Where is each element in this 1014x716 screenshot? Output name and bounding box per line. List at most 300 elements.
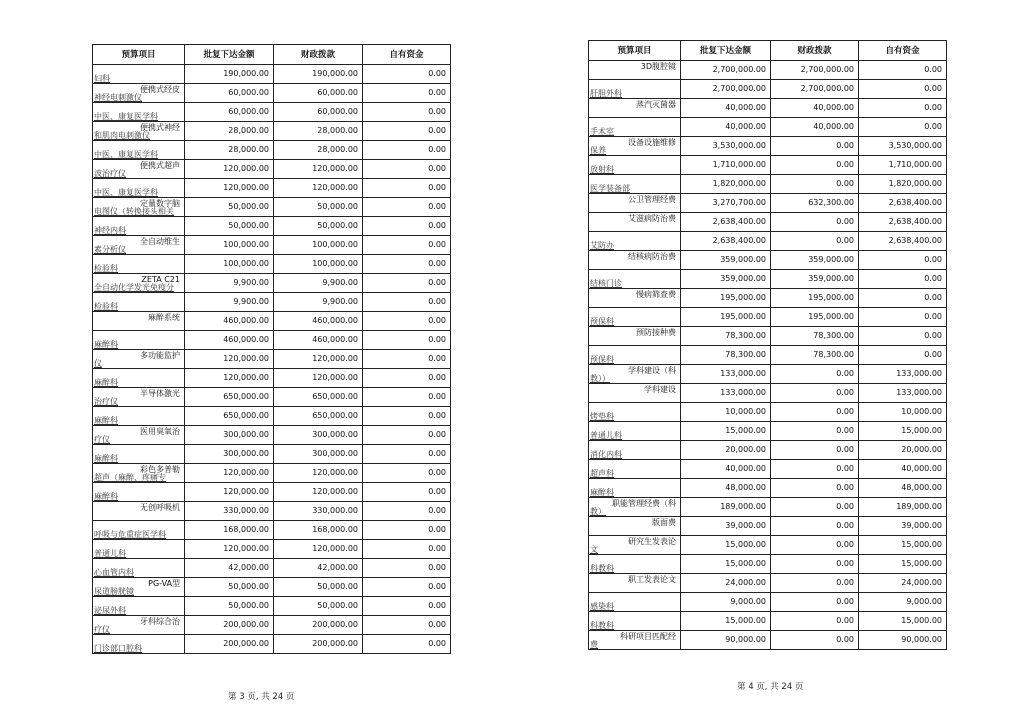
fiscal-allocation-cell: 120,000.00 [274,350,363,369]
own-funds-cell: 0.00 [859,118,947,137]
budget-item-cell [589,555,681,574]
budget-item-cell [93,483,185,502]
table-row [589,441,947,460]
own-funds-cell: 0.00 [363,141,451,160]
approved-amount-cell: 120,000.00 [185,179,274,198]
own-funds-cell: 20,000.00 [859,441,947,460]
approved-amount-cell: 28,000.00 [185,141,274,160]
item-name: 全自动维生 [140,237,180,246]
budget-item-cell [589,460,681,479]
table-row [93,559,451,578]
department-name: 文 [590,545,598,554]
budget-item-cell [93,597,185,616]
approved-amount-cell: 100,000.00 [185,236,274,255]
item-name: 彩色多普勒 [140,465,180,474]
table-row [589,574,947,593]
fiscal-allocation-cell: 78,300.00 [771,346,859,365]
table-row [93,350,451,369]
department-name: 消化内科 [590,450,622,459]
own-funds-cell: 0.00 [363,502,451,521]
item-name: 学科建设（科 [628,366,676,375]
approved-amount-cell: 3,270,700.00 [681,194,771,213]
fiscal-allocation-cell: 120,000.00 [274,464,363,483]
department-name: 呼吸与危重症医学科 [94,530,166,539]
fiscal-allocation-cell: 359,000.00 [771,270,859,289]
item-name: 多功能监护 [140,351,180,360]
fiscal-allocation-cell: 2,700,000.00 [771,80,859,99]
table-row [589,270,947,289]
fiscal-allocation-cell: 40,000.00 [771,118,859,137]
own-funds-cell: 0.00 [363,331,451,350]
table-row [589,289,947,308]
table-row [93,65,451,84]
own-funds-cell: 0.00 [859,327,947,346]
budget-item-cell [589,403,681,422]
department-name: 妇科 [94,74,110,83]
own-funds-cell: 48,000.00 [859,479,947,498]
fiscal-allocation-cell: 0.00 [771,517,859,536]
department-name: 心血管内科 [94,568,134,577]
page-number-footer: 第 4 页, 共 24 页 [737,682,804,692]
item-name: 结核病防治费 [628,252,676,261]
table-row [589,99,947,118]
department-name: 麻醉科 [94,416,118,425]
budget-item-cell [93,388,185,407]
approved-amount-cell: 40,000.00 [681,118,771,137]
fiscal-allocation-cell: 0.00 [771,137,859,156]
approved-amount-cell: 650,000.00 [185,407,274,426]
item-name: 设备设施维修 [628,138,676,147]
fiscal-allocation-cell: 50,000.00 [274,198,363,217]
own-funds-cell: 15,000.00 [859,536,947,555]
department-name: 教） [590,507,606,516]
own-funds-cell: 0.00 [363,274,451,293]
own-funds-cell: 2,638,400.00 [859,213,947,232]
item-name: 3D腹腔镜 [640,62,676,71]
item-name: 便携式神经 [140,123,180,132]
fiscal-allocation-cell: 120,000.00 [274,179,363,198]
approved-amount-cell: 120,000.00 [185,160,274,179]
table-row [589,346,947,365]
fiscal-allocation-cell: 0.00 [771,574,859,593]
table-row [589,194,947,213]
approved-amount-cell: 100,000.00 [185,255,274,274]
table-row [93,578,451,597]
budget-item-cell [93,198,185,217]
header-fiscal-allocation: 财政拨款 [274,45,363,65]
approved-amount-cell: 460,000.00 [185,312,274,331]
budget-table-page-3 [92,44,451,654]
department-name: 中医、康复医学科 [94,112,158,121]
table-body [589,61,947,650]
table-row [93,84,451,103]
own-funds-cell: 0.00 [363,198,451,217]
table-row [93,426,451,445]
own-funds-cell: 189,000.00 [859,498,947,517]
own-funds-cell: 0.00 [363,388,451,407]
own-funds-cell: 0.00 [363,616,451,635]
table-header-row [93,45,451,65]
department-name: 和肌肉电刺激仪 [94,131,150,140]
fiscal-allocation-cell: 460,000.00 [274,312,363,331]
budget-item-cell [93,635,185,654]
table-row [93,312,451,331]
department-name: 治疗仪 [94,397,118,406]
approved-amount-cell: 15,000.00 [681,536,771,555]
item-name: PG-VA型 [148,579,180,588]
item-name: 半导体激光 [140,389,180,398]
table-row [93,331,451,350]
table-row [93,483,451,502]
department-name: 结核门诊 [590,279,622,288]
budget-item-cell [93,312,185,331]
own-funds-cell: 0.00 [363,445,451,464]
approved-amount-cell: 460,000.00 [185,331,274,350]
budget-item-cell [589,308,681,327]
table-row [93,255,451,274]
table-row [589,251,947,270]
department-name: 超声（麻醉、疼痛专 [94,473,166,482]
own-funds-cell: 0.00 [363,635,451,654]
approved-amount-cell: 15,000.00 [681,612,771,631]
table-row [589,536,947,555]
table-row [589,80,947,99]
approved-amount-cell: 15,000.00 [681,422,771,441]
budget-item-cell [93,65,185,84]
fiscal-allocation-cell: 120,000.00 [274,540,363,559]
own-funds-cell: 0.00 [363,521,451,540]
header-approved-amount: 批复下达金额 [185,45,274,65]
budget-item-cell [93,255,185,274]
department-name: 教）） [590,374,610,383]
department-name: 保养 [590,146,606,155]
fiscal-allocation-cell: 0.00 [771,536,859,555]
table-row [93,160,451,179]
own-funds-cell: 15,000.00 [859,422,947,441]
fiscal-allocation-cell: 0.00 [771,156,859,175]
own-funds-cell: 0.00 [859,346,947,365]
fiscal-allocation-cell: 0.00 [771,232,859,251]
table-row [589,555,947,574]
own-funds-cell: 0.00 [859,270,947,289]
own-funds-cell: 39,000.00 [859,517,947,536]
budget-item-cell [93,502,185,521]
own-funds-cell: 24,000.00 [859,574,947,593]
fiscal-allocation-cell: 0.00 [771,498,859,517]
own-funds-cell: 0.00 [363,426,451,445]
budget-item-cell [589,270,681,289]
own-funds-cell: 133,000.00 [859,384,947,403]
table-row [589,365,947,384]
own-funds-cell: 0.00 [363,597,451,616]
budget-item-cell [589,99,681,118]
approved-amount-cell: 9,900.00 [185,293,274,312]
own-funds-cell: 0.00 [363,407,451,426]
department-name: 放射科 [590,165,614,174]
table-row [589,517,947,536]
budget-item-cell [589,384,681,403]
department-name: 艾防办 [590,241,614,250]
item-name: 职能管理经费（科 [612,499,676,508]
item-name: ZETA C21 [141,275,180,284]
department-name: 麻醉科 [94,340,118,349]
approved-amount-cell: 50,000.00 [185,578,274,597]
table-row [589,137,947,156]
table-row [589,403,947,422]
table-row [589,631,947,650]
budget-item-cell [589,422,681,441]
fiscal-allocation-cell: 195,000.00 [771,289,859,308]
department-name: 预保科 [590,317,614,326]
fiscal-allocation-cell: 200,000.00 [274,635,363,654]
department-name: 全自动化学发光免疫分 [94,283,174,292]
own-funds-cell: 0.00 [363,122,451,141]
approved-amount-cell: 195,000.00 [681,308,771,327]
own-funds-cell: 3,530,000.00 [859,137,947,156]
table-row [589,308,947,327]
approved-amount-cell: 330,000.00 [185,502,274,521]
approved-amount-cell: 2,700,000.00 [681,80,771,99]
fiscal-allocation-cell: 78,300.00 [771,327,859,346]
budget-item-cell [93,426,185,445]
fiscal-allocation-cell: 0.00 [771,384,859,403]
approved-amount-cell: 120,000.00 [185,540,274,559]
department-name: 电图仪（转换接头相关 [94,207,174,216]
item-name: 版面费 [652,518,676,527]
own-funds-cell: 2,638,400.00 [859,194,947,213]
approved-amount-cell: 28,000.00 [185,122,274,141]
department-name: 泌尿外科 [94,606,126,615]
table-row [93,179,451,198]
budget-item-cell [93,274,185,293]
budget-item-cell [93,464,185,483]
own-funds-cell: 0.00 [363,293,451,312]
budget-item-cell [93,521,185,540]
own-funds-cell: 2,638,400.00 [859,232,947,251]
table-row [93,635,451,654]
fiscal-allocation-cell: 0.00 [771,365,859,384]
own-funds-cell: 0.00 [363,369,451,388]
fiscal-allocation-cell: 300,000.00 [274,445,363,464]
fiscal-allocation-cell: 100,000.00 [274,236,363,255]
table-row [589,118,947,137]
budget-item-cell [589,137,681,156]
table-row [589,232,947,251]
budget-item-cell [93,141,185,160]
fiscal-allocation-cell: 2,700,000.00 [771,61,859,80]
budget-item-cell [589,593,681,612]
approved-amount-cell: 195,000.00 [681,289,771,308]
own-funds-cell: 0.00 [363,84,451,103]
item-name: 便携式经皮 [140,85,180,94]
budget-item-cell [589,156,681,175]
item-name: 牙科综合治 [140,617,180,626]
approved-amount-cell: 20,000.00 [681,441,771,460]
table-row [93,502,451,521]
budget-item-cell [589,574,681,593]
approved-amount-cell: 300,000.00 [185,445,274,464]
budget-item-cell [589,175,681,194]
approved-amount-cell: 24,000.00 [681,574,771,593]
own-funds-cell: 0.00 [363,559,451,578]
budget-item-cell [93,217,185,236]
table-row [589,61,947,80]
table-body [93,65,451,654]
budget-item-cell [589,441,681,460]
department-name: 麻醉科 [94,378,118,387]
budget-item-cell [589,118,681,137]
budget-item-cell [93,559,185,578]
budget-item-cell [93,122,185,141]
budget-item-cell [93,293,185,312]
budget-item-cell [589,517,681,536]
table-row [93,521,451,540]
budget-item-cell [589,194,681,213]
fiscal-allocation-cell: 0.00 [771,422,859,441]
fiscal-allocation-cell: 120,000.00 [274,483,363,502]
fiscal-allocation-cell: 0.00 [771,460,859,479]
approved-amount-cell: 42,000.00 [185,559,274,578]
department-name: 手术室 [590,127,614,136]
fiscal-allocation-cell: 50,000.00 [274,578,363,597]
budget-item-cell [589,232,681,251]
header-budget-item: 预算项目 [589,41,681,61]
approved-amount-cell: 60,000.00 [185,103,274,122]
table-row [93,407,451,426]
document-page-4 [507,0,1014,716]
budget-item-cell [93,179,185,198]
own-funds-cell: 0.00 [859,61,947,80]
fiscal-allocation-cell: 120,000.00 [274,160,363,179]
table-row [589,384,947,403]
approved-amount-cell: 40,000.00 [681,460,771,479]
item-name: 蒸汽灭菌器 [636,100,676,109]
own-funds-cell: 0.00 [363,350,451,369]
department-name: 门诊部口腔科 [94,644,142,653]
department-name: 中医、康复医学科 [94,188,158,197]
table-row [93,597,451,616]
fiscal-allocation-cell: 0.00 [771,213,859,232]
department-name: 神经内科 [94,226,126,235]
table-row [93,236,451,255]
own-funds-cell: 0.00 [859,99,947,118]
approved-amount-cell: 200,000.00 [185,616,274,635]
budget-item-cell [589,327,681,346]
own-funds-cell: 0.00 [363,483,451,502]
budget-item-cell [589,346,681,365]
approved-amount-cell: 78,300.00 [681,327,771,346]
budget-item-cell [93,160,185,179]
table-row [589,213,947,232]
approved-amount-cell: 190,000.00 [185,65,274,84]
own-funds-cell: 133,000.00 [859,365,947,384]
approved-amount-cell: 9,000.00 [681,593,771,612]
department-name: 烤垫科 [590,412,614,421]
fiscal-allocation-cell: 0.00 [771,593,859,612]
approved-amount-cell: 2,700,000.00 [681,61,771,80]
department-name: 波治疗仪 [94,169,126,178]
fiscal-allocation-cell: 100,000.00 [274,255,363,274]
fiscal-allocation-cell: 50,000.00 [274,597,363,616]
own-funds-cell: 0.00 [363,65,451,84]
approved-amount-cell: 200,000.00 [185,635,274,654]
item-name: 艾滋病防治费 [628,214,676,223]
table-row [589,175,947,194]
table-row [93,122,451,141]
budget-item-cell [93,84,185,103]
department-name: 医学装备部 [590,184,630,193]
fiscal-allocation-cell: 0.00 [771,631,859,650]
fiscal-allocation-cell: 9,900.00 [274,274,363,293]
own-funds-cell: 0.00 [363,160,451,179]
budget-item-cell [589,80,681,99]
fiscal-allocation-cell: 330,000.00 [274,502,363,521]
fiscal-allocation-cell: 0.00 [771,175,859,194]
approved-amount-cell: 78,300.00 [681,346,771,365]
approved-amount-cell: 133,000.00 [681,365,771,384]
department-name: 检验科 [94,264,118,273]
approved-amount-cell: 2,638,400.00 [681,213,771,232]
fiscal-allocation-cell: 50,000.00 [274,217,363,236]
fiscal-allocation-cell: 28,000.00 [274,141,363,160]
department-name: 科教科 [590,621,614,630]
approved-amount-cell: 39,000.00 [681,517,771,536]
budget-item-cell [589,631,681,650]
fiscal-allocation-cell: 190,000.00 [274,65,363,84]
budget-item-cell [93,236,185,255]
fiscal-allocation-cell: 120,000.00 [274,369,363,388]
approved-amount-cell: 60,000.00 [185,84,274,103]
table-row [589,479,947,498]
header-approved-amount: 批复下达金额 [681,41,771,61]
fiscal-allocation-cell: 168,000.00 [274,521,363,540]
department-name: 疗仪 [94,435,110,444]
approved-amount-cell: 120,000.00 [185,369,274,388]
table-row [589,156,947,175]
budget-item-cell [589,213,681,232]
item-name: 麻醉系统 [148,313,180,322]
approved-amount-cell: 359,000.00 [681,251,771,270]
approved-amount-cell: 1,710,000.00 [681,156,771,175]
own-funds-cell: 0.00 [363,103,451,122]
approved-amount-cell: 189,000.00 [681,498,771,517]
header-own-funds: 自有资金 [363,45,451,65]
table-row [93,540,451,559]
approved-amount-cell: 120,000.00 [185,464,274,483]
own-funds-cell: 0.00 [363,578,451,597]
department-name: 感染科 [590,602,614,611]
budget-item-cell [93,331,185,350]
own-funds-cell: 0.00 [363,312,451,331]
fiscal-allocation-cell: 28,000.00 [274,122,363,141]
fiscal-allocation-cell: 200,000.00 [274,616,363,635]
own-funds-cell: 0.00 [859,251,947,270]
department-name: 仪 [94,359,102,368]
budget-item-cell [93,616,185,635]
department-name: 普通儿科 [590,431,622,440]
fiscal-allocation-cell: 650,000.00 [274,407,363,426]
budget-item-cell [93,445,185,464]
own-funds-cell: 15,000.00 [859,555,947,574]
approved-amount-cell: 120,000.00 [185,483,274,502]
department-name: 超声科 [590,469,614,478]
fiscal-allocation-cell: 359,000.00 [771,251,859,270]
department-name: 科教科 [590,564,614,573]
approved-amount-cell: 650,000.00 [185,388,274,407]
department-name: 预保科 [590,355,614,364]
table-row [93,274,451,293]
fiscal-allocation-cell: 40,000.00 [771,99,859,118]
